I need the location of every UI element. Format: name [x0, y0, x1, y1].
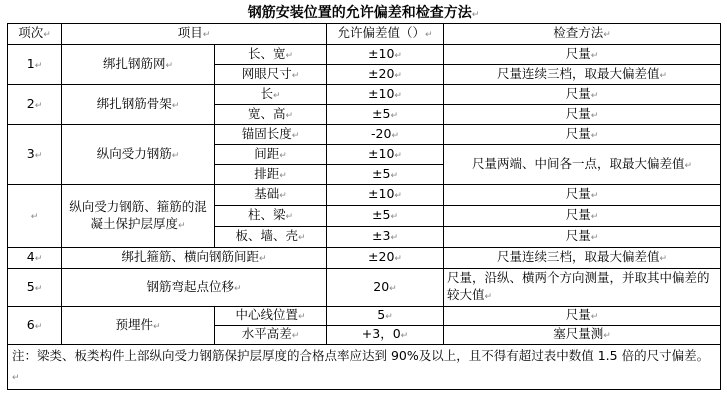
paragraph-mark-icon: ↵ [590, 212, 599, 222]
row-tolerance [327, 269, 444, 307]
table-row [8, 269, 721, 307]
row-item [62, 307, 215, 345]
row-method [444, 248, 721, 269]
paragraph-mark-icon: ↵ [165, 60, 174, 71]
row-index [8, 307, 62, 345]
row-tolerance [327, 45, 444, 65]
paragraph-mark-icon: ↵ [279, 170, 287, 181]
paragraph-mark-icon: ↵ [390, 212, 398, 222]
cell-text: 20 [373, 278, 390, 294]
paragraph-mark-icon: ↵ [233, 283, 242, 294]
paragraph-mark-icon: ↵ [390, 233, 398, 243]
cell-text: 纵向受力钢筋 [96, 145, 172, 161]
row-index [8, 248, 62, 269]
table-header-row [8, 24, 721, 45]
row-method [444, 206, 721, 227]
row-method [444, 326, 721, 345]
paragraph-mark-icon: ↵ [590, 191, 599, 201]
row-subitem [215, 105, 327, 125]
paragraph-mark-icon: ↵ [279, 191, 287, 201]
paragraph-mark-icon: ↵ [285, 50, 294, 61]
row-method [444, 45, 721, 65]
paragraph-mark-icon: ↵ [202, 30, 211, 40]
paragraph-mark-icon: ↵ [590, 110, 599, 121]
cell-text: 塞尺量测 [553, 326, 604, 341]
paragraph-mark-icon: ↵ [34, 100, 43, 111]
cell-text: 项目 [177, 25, 203, 40]
row-item [62, 185, 215, 248]
cell-text: 尺量 [565, 228, 591, 243]
paragraph-mark-icon: ↵ [279, 150, 287, 161]
cell-text: 尺量 [565, 105, 591, 121]
paragraph-mark-icon: ↵ [291, 130, 300, 141]
paragraph-mark-icon: ↵ [34, 283, 43, 294]
paragraph-mark-icon: ↵ [590, 233, 599, 243]
cell-text: 6 [26, 316, 35, 332]
cell-text: 板、墙、壳 [235, 228, 298, 243]
cell-text: 检查方法 [553, 25, 604, 40]
paragraph-mark-icon: ↵ [394, 70, 402, 81]
cell-text: 3 [26, 145, 35, 161]
row-subitem [215, 185, 327, 206]
paragraph-mark-icon: ↵ [390, 170, 398, 181]
cell-text: 长、宽 [247, 45, 286, 61]
row-tolerance [327, 185, 444, 206]
paragraph-mark-icon: ↵ [34, 321, 43, 332]
cell-text: 尺量连续三档，取最大偏差值 [496, 249, 660, 264]
row-method [444, 269, 721, 307]
cell-text: 预埋件 [115, 316, 153, 332]
cell-text: ±10 [368, 145, 395, 161]
paragraph-mark-icon: ↵ [590, 130, 599, 141]
paragraph-mark-icon: ↵ [171, 150, 180, 161]
cell-text: 长 [260, 85, 273, 101]
cell-text: 锚固长度 [241, 125, 292, 141]
paragraph-mark-icon: ↵ [391, 130, 399, 141]
tolerance-table [7, 23, 721, 390]
row-subitem [215, 307, 327, 326]
paragraph-mark-icon: ↵ [30, 212, 39, 222]
cell-text: 宽、高 [247, 105, 286, 121]
paragraph-mark-icon: ↵ [394, 90, 402, 101]
paragraph-mark-icon: ↵ [171, 100, 180, 111]
paragraph-mark-icon: ↵ [34, 150, 43, 161]
paragraph-mark-icon: ↵ [603, 30, 611, 40]
row-item [62, 45, 215, 85]
paragraph-mark-icon: ↵ [43, 30, 51, 40]
cell-text: 尺量 [565, 207, 591, 222]
cell-text: ±10 [368, 85, 395, 101]
cell-text: 5 [377, 307, 386, 322]
paragraph-mark-icon: ↵ [603, 331, 611, 341]
row-index [8, 269, 62, 307]
row-method-merged [444, 145, 721, 185]
row-item [62, 125, 215, 185]
cell-text: ±10 [368, 45, 395, 61]
table-row [8, 45, 721, 65]
paragraph-mark-icon: ↵ [659, 254, 668, 264]
paragraph-mark-icon: ↵ [12, 373, 20, 383]
row-method [444, 125, 721, 145]
cell-text: 排距 [254, 165, 280, 181]
table-row [8, 185, 721, 206]
cell-text: 基础 [254, 186, 280, 201]
paragraph-mark-icon: ↵ [659, 70, 668, 81]
row-subitem [215, 45, 327, 65]
row-tolerance [327, 248, 444, 269]
row-tolerance [327, 85, 444, 105]
table-row [8, 307, 721, 326]
row-method [444, 307, 721, 326]
cell-text: 间距 [254, 145, 280, 161]
cell-text: 网眼尺寸 [241, 65, 292, 81]
paragraph-mark-icon: ↵ [684, 160, 693, 171]
cell-text: 水平高差 [241, 326, 292, 341]
paragraph-mark-icon: ↵ [285, 110, 294, 121]
row-subitem [215, 125, 327, 145]
row-method [444, 85, 721, 105]
row-subitem [215, 326, 327, 345]
cell-text: ±10 [368, 186, 395, 201]
row-subitem [215, 85, 327, 105]
paragraph-mark-icon: ↵ [297, 312, 306, 322]
paragraph-mark-icon: ↵ [291, 70, 300, 81]
cell-text: 尺量 [565, 186, 591, 201]
cell-text: ±5 [372, 165, 391, 181]
cell-text: -20 [371, 125, 392, 141]
row-tolerance [327, 165, 444, 185]
row-tolerance [327, 227, 444, 248]
row-subitem [215, 145, 327, 165]
paragraph-mark-icon: ↵ [258, 254, 267, 264]
paragraph-mark-icon: ↵ [385, 312, 393, 322]
row-method [444, 227, 721, 248]
row-item [62, 85, 215, 125]
row-method [444, 65, 721, 85]
row-index [8, 185, 62, 248]
row-tolerance [327, 125, 444, 145]
cell-text: 尺量，沿纵、横两个方向测量，并取其中偏差的较大值 [447, 270, 710, 302]
cell-text: 尺量 [565, 307, 591, 322]
cell-text: 绑扎钢筋骨架 [96, 95, 172, 111]
cell-text: 绑扎箍筋、横向钢筋间距 [121, 249, 259, 264]
cell-text: 纵向受力钢筋、箍筋的混凝土保护层厚度 [69, 198, 207, 231]
header-index [8, 24, 62, 45]
row-subitem [215, 206, 327, 227]
paragraph-mark-icon: ↵ [424, 30, 433, 40]
paragraph-mark-icon: ↵ [285, 212, 294, 222]
paragraph-mark-icon: ↵ [291, 331, 300, 341]
row-tolerance [327, 105, 444, 125]
row-index [8, 45, 62, 85]
paragraph-mark-icon: ↵ [400, 331, 409, 341]
cell-text: +3，0 [361, 326, 401, 341]
row-subitem [215, 165, 327, 185]
cell-text: ±5 [372, 207, 391, 222]
cell-text: 尺量两端、中间各一点，取最大偏差值 [471, 155, 685, 171]
cell-text: 中心线位置 [235, 307, 298, 322]
row-tolerance [327, 326, 444, 345]
cell-text: ±3 [372, 228, 391, 243]
table-title-text: 钢筋安装位置的允许偏差和检查方法 [247, 5, 472, 21]
table-title [0, 3, 727, 25]
cell-text: 尺量 [565, 45, 591, 61]
header-method [444, 24, 721, 45]
cell-text: 1 [26, 55, 35, 71]
paragraph-mark-icon: ↵ [394, 50, 402, 61]
paragraph-mark-icon: ↵ [471, 10, 480, 20]
row-item [62, 248, 327, 269]
row-tolerance [327, 206, 444, 227]
paragraph-mark-icon: ↵ [389, 283, 397, 294]
paragraph-mark-icon: ↵ [590, 312, 599, 322]
paragraph-mark-icon: ↵ [590, 90, 599, 101]
row-item [62, 269, 327, 307]
paragraph-mark-icon: ↵ [34, 254, 43, 264]
paragraph-mark-icon: ↵ [34, 60, 43, 71]
row-tolerance [327, 65, 444, 85]
row-subitem [215, 65, 327, 85]
cell-text: 尺量 [565, 125, 591, 141]
paragraph-mark-icon: ↵ [394, 191, 402, 201]
cell-text: 项次 [18, 25, 44, 40]
row-index [8, 125, 62, 185]
row-subitem [215, 227, 327, 248]
cell-text: 2 [26, 95, 35, 111]
table-row [8, 125, 721, 145]
paragraph-mark-icon: ↵ [152, 321, 161, 332]
cell-text: ±5 [372, 105, 391, 121]
paragraph-mark-icon: ↵ [297, 233, 306, 243]
row-tolerance [327, 307, 444, 326]
table-row [8, 85, 721, 105]
cell-text: ±20 [368, 249, 395, 264]
paragraph-mark-icon: ↵ [484, 292, 493, 302]
cell-text: 允许偏差值（） [337, 25, 425, 40]
note-row [8, 345, 721, 390]
paragraph-mark-icon: ↵ [272, 90, 281, 101]
header-tolerance [327, 24, 444, 45]
row-index [8, 85, 62, 125]
header-item [62, 24, 327, 45]
paragraph-mark-icon: ↵ [394, 150, 402, 161]
cell-text: 钢筋弯起点位移 [146, 278, 234, 294]
paragraph-mark-icon: ↵ [590, 50, 599, 61]
row-method [444, 105, 721, 125]
paragraph-mark-icon: ↵ [394, 254, 402, 264]
cell-text: 尺量连续三档，取最大偏差值 [496, 65, 660, 81]
row-tolerance [327, 145, 444, 165]
cell-text: ±20 [368, 65, 395, 81]
table-note [8, 345, 721, 390]
cell-text: 绑扎钢筋网 [102, 55, 166, 71]
paragraph-mark-icon: ↵ [390, 110, 398, 121]
cell-text: 柱、梁 [247, 207, 286, 222]
paragraph-mark-icon: ↵ [177, 220, 186, 231]
row-method [444, 185, 721, 206]
cell-text: 4 [26, 249, 35, 264]
cell-text: 注：梁类、板类构件上部纵向受力钢筋保护层厚度的合格点率应达到 90%及以上，且不得有超过表中数值 1.5 倍的尺寸偏差。 [12, 348, 710, 363]
cell-text: 尺量 [565, 85, 591, 101]
table-row [8, 248, 721, 269]
cell-text: 5 [26, 278, 35, 294]
